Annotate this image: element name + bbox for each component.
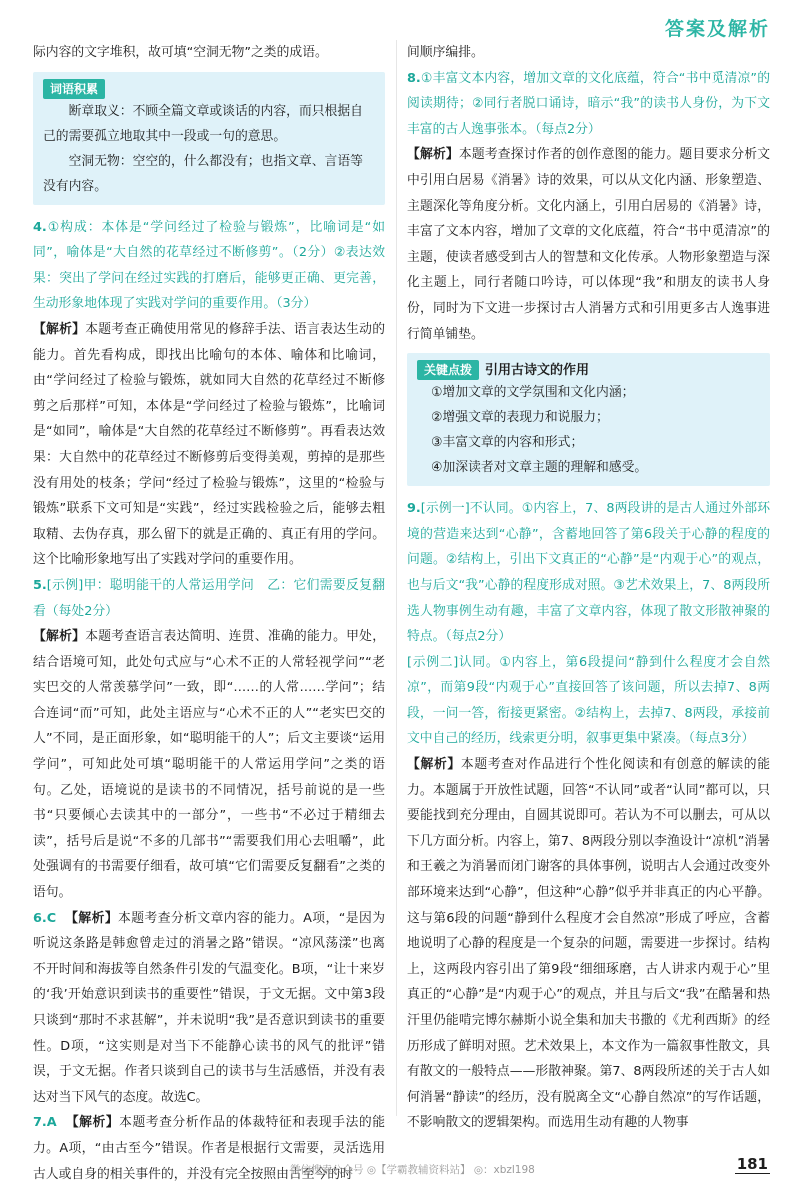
analysis-text: 本题考查分析文章内容的能力。A项，“是因为听说这条路是韩愈曾走过的消暑之路”错误。“凉风荡漾”也离不开时间和海拔等自然条件引发的气温变化。B项，“让十来岁的‘我’开始意识到读书的重要性”错误，于文无据。文中第3段只谈到“那时不求甚解”，并未说明“我”是否意识到读书的重要性。D项，“这实则是对当下不能静心读书的风气的批评”错误，于文无据。作者只谈到自己的读书与生活感悟，并没有表达对当下风气的态度。故选C。 [33,910,385,1105]
keypoint-label: 关键点拨 [417,360,479,380]
question-4-analysis [33,317,385,573]
vocab-label: 词语积累 [43,79,105,99]
keypoint-item: ①增加文章的文学氛围和文化内涵； [431,385,635,401]
keypoint-title: 引用古诗文的作用 [485,363,590,379]
question-number: 9. [407,501,421,517]
analysis-text: 本题考查对作品进行个性化阅读和有创意的解读的能力。本题属于开放性试题，回答“不认同”或者“认同”都可以，只要能找到充分理由，自圆其说即可。若认为不可以删去，可从以下几方面分析。内容上，第7、8两段分别以李渔设计“凉机”消暑和王羲之为消暑而闭门谢客的具体事例，说明古人会通过改变外部环境来达到“心静”，但这种“心静”似乎并非真正的内心平静。这与第6段的问题“静到什么程度才会自然凉”形成了呼应，含蓄地说明了心静的程度是一个复杂的问题，需要进一步探讨。结构上，这两段内容引出了第9段“细细琢磨，古人讲求内观于心”里真正的“心静”是“内观于心”的观点，并且与后文“我”在酷暑和热汗里仍能啃完博尔赫斯小说全集和加夫书撒的《尤利西斯》的经历形成了鲜明对照。艺术效果上，本文作为一篇叙事性散文，具有散文的一般特点——形散神聚。第7、8两段所述的关于古人如何消暑“静读”的经历，没有脱离全文“心静自然凉”的写作话题，不影响散文的逻辑架构。而选用生动有趣的人物事 [407,757,771,1131]
analysis-tag: 【解析】 [407,147,459,163]
question-9-analysis [407,752,770,1136]
right-column [407,40,771,1131]
vocab-item: 断章取义：不顾全篇文章或谈话的内容，而只根据自己的需要孤立地取其中一段或一句的意思。 [43,103,363,144]
vocab-box [33,72,385,205]
footer-watermark: 微信搜索公众号 ◎【学霸教辅资料站】 ◎：xbzl198 [290,1164,535,1176]
analysis-tag: 【解析】 [65,910,119,926]
answer-choice: C [46,910,57,926]
paragraph: 际内容的文字堆积，故可填“空洞无物”之类的成语。 [33,45,328,60]
keypoint-item: ③丰富文章的内容和形式； [431,435,584,451]
question-9-example-2 [407,650,770,752]
analysis-tag: 【解析】 [33,629,86,645]
keypoint-box [407,353,770,486]
question-6 [33,906,385,1111]
keypoint-item: ②增强文章的表现力和说服力； [431,410,609,426]
answer-text: ①构成：本体是“学问经过了检验与锻炼”，比喻词是“如同”，喻体是“大自然的花草经过不断修剪”。（2分）②表达效果：突出了学问在经过实践的打磨后，能够更正确、更完善，生动形象地体现了实践对学问的重要作用。（3分） [33,219,385,312]
analysis-tag: 【解析】 [33,321,86,337]
question-number: 4. [33,219,47,235]
question-number: 5. [33,577,47,593]
analysis-text: 本题考查探讨作者的创作意图的能力。题目要求分析文中引用白居易《消暑》诗的效果，可以从文化内涵、形象塑造、主题深化等角度分析。文化内涵上，引用白居易的《消暑》诗，丰富了文本内容，增加了文章的文化底蕴，符合“书中觅清凉”的主题，使读者感受到古人的智慧和文化传承。人物形象塑造与深化主题上，同行者随口吟诗，可以体现“我”和朋友的读书人身份，同时为下文进一步探讨古人消暑方式和引用更多古人逸事进行简单铺垫。 [407,147,771,342]
vocab-item: 空洞无物：空空的，什么都没有；也指文章、言语等没有内容。 [43,153,363,194]
header-title: 答案及解析 [664,18,770,40]
question-number: 7. [33,1115,47,1131]
question-9-example-1 [407,496,770,650]
answer-text: [示例二]认同。①内容上，第6段提问“静到什么程度才会自然凉”，而第9段“内观于心”直接回答了该问题，所以去掉7、8两段，一问一答，衔接更紧密。②结构上，去掉7、8两段，承接前文中自己的经历，线索更分明，叙事更集中紧凑。（每点3分） [407,654,770,747]
analysis-text: 本题考查语言表达简明、连贯、准确的能力。甲处，结合语境可知，此处句式应与“心术不正的人常轻视学问”“老实巴交的人常羡慕学问”一致，即“……的人常……学问”；结合连词“而”可知，此处主语应与“心术不正的人”“老实巴交的人”不同，是正面形象，如“聪明能干的人”；后文主要谈“运用学问”，可知此处可填“聪明能干的人常运用学问”之类的语句。乙处，语境说的是读书的不同情况，括号前说的是一些书“只要倾心去读其中的一部分”，一些书“不必过于精细去读”，括号后是说“不多的几部书”“需要我们用心去咀嚼”，此处强调有的书需要仔细看，故可填“它们需要反复翻看”之类的语句。 [33,629,386,901]
answer-choice: A [46,1115,57,1131]
keypoint-item: ④加深读者对文章主题的理解和感受。 [431,460,648,476]
analysis-tag: 【解析】 [407,757,461,773]
analysis-tag: 【解析】 [65,1115,120,1131]
question-8-answer [407,66,770,143]
left-column [33,40,386,1182]
answer-text: [示例一]不认同。①内容上，7、8两段讲的是古人通过外部环境的营造来达到“心静”，含蓄地回答了第6段关于心静的程度的问题。②结构上，引出下文真正的“心静”是“内观于心”的观点，也与后文“我”心静的程度形成对照。③艺术效果上，7、8两段所选人物事例生动有趣，丰富了文章内容，体现了散文形散神聚的特点。（每点2分） [407,501,770,645]
question-4-answer [33,215,385,317]
question-5-answer [33,573,385,624]
question-number: 6. [33,910,47,926]
question-number: 8. [407,70,421,86]
question-8-analysis [407,142,770,347]
paragraph: 间顺序编排。 [407,45,484,60]
question-5-analysis [33,624,385,906]
analysis-text: 本题考查分析作品的体裁特征和表现手法的能力。A项，“由古至今”错误。作者是根据行文需要，灵活选用古人或自身的相关事件的，并没有完全按照由古至今的时 [33,1115,386,1182]
answer-text: [示例]甲：聪明能干的人常运用学问 乙：它们需要反复翻看（每处2分） [33,577,385,619]
analysis-text: 本题考查正确使用常见的修辞手法、语言表达生动的能力。首先看构成，即找出比喻句的本体、喻体和比喻词，由“学问经过了检验与锻炼，就如同大自然的花草经过不断修剪之后那样”可知，本体是“学问经过了检验与锻炼”，比喻词是“如同”，喻体是“大自然的花草经过不断修剪”。再看表达效果：大自然中的花草经过不断修剪后变得美观，剪掉的是那些没有用处的枝条；学问“经过了检验与锻炼”，这里的“检验与锻炼”联系下文可知是“实践”，经过实践检验之后，能够去粗取精、去伪存真，那么留下的就是正确的、真正有用的学问。这个比喻形象地写出了实践对学问的重要作用。 [33,321,386,568]
page-number: 181 [736,1155,768,1173]
column-divider [396,40,397,1116]
answer-text: ①丰富文本内容，增加文章的文化底蕴，符合“书中觅清凉”的阅读期待；②同行者脱口诵诗，暗示“我”的读书人身份，为下文丰富的古人逸事张本。（每点2分） [407,70,770,137]
